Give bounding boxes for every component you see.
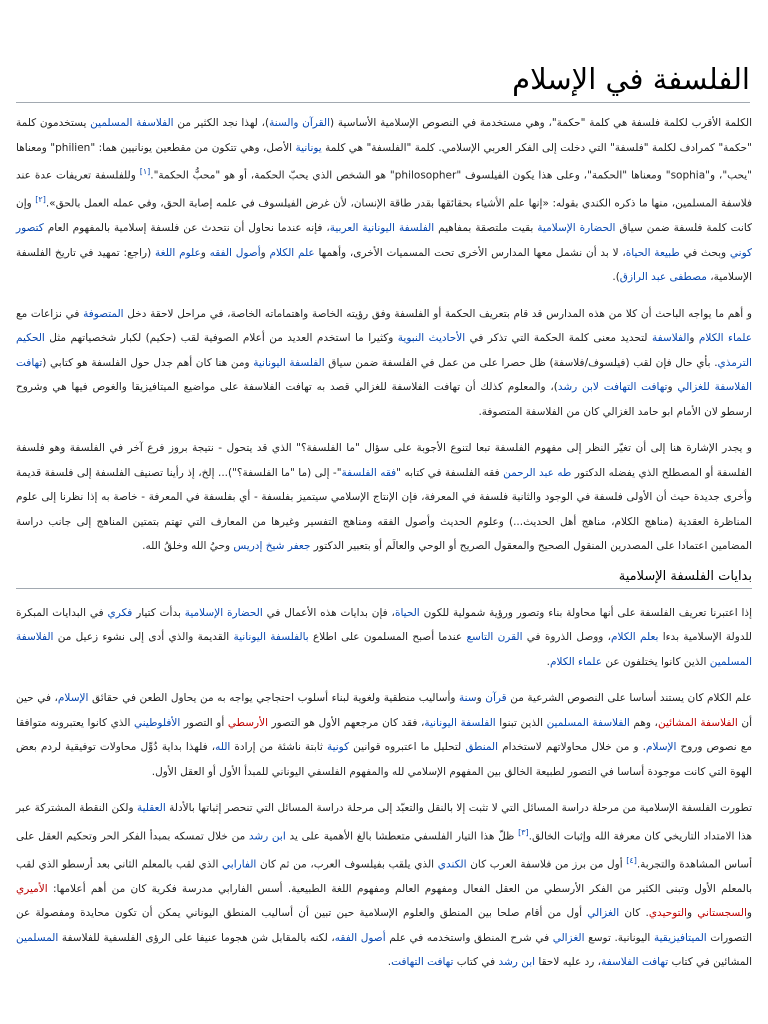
text-run: و [689, 332, 699, 344]
wiki-link[interactable]: ابن رشد [248, 830, 286, 842]
wiki-link[interactable]: الغزالي [552, 931, 585, 944]
wiki-link[interactable]: تهافت التهافت [391, 956, 454, 968]
text-run: وللفلسفة تعريفات عدة عند فلاسفة المسلمين، منها ما ذكره الكندي بقوله: «إنها علم الأشياء بحقائقها بقدر طاقة الإنسان، لأن غرض الفيلسوف في علمه إصابة الحق، وفي عمله العمل بالحق». [16, 169, 752, 210]
wiki-link[interactable]: الميتافيزيقية [653, 931, 707, 944]
text-run: و [746, 907, 752, 919]
text-run: ، لكنه بالمقابل شن هجوما عنيفا على الرؤى الفلسفية للفلاسفة [58, 931, 335, 944]
text-run: . و من خلال محاولاتهم لاستخدام [498, 741, 646, 753]
text-run: ظلّ هذا التيار الفلسفي متعطشا بالغ الأهمية على يد [285, 830, 519, 842]
redlink[interactable]: الأميري [16, 882, 48, 895]
text-run: الذي كانوا يعتبرونه متوافقا مع نصوص وروح [16, 716, 752, 753]
text-run: ، فإنه عندما نحاول أن نتحدث عن فلسفة إسلامية بالمفهوم العام [43, 222, 330, 234]
wiki-link[interactable]: الفلسفة اليونانية العربية [329, 222, 435, 234]
wiki-link[interactable]: أصول الفقه [209, 246, 261, 259]
text-run: ، فقد كان مرجعهم الأول هو التصور [267, 716, 425, 729]
text-run: الذي يلقب بفيلسوف العرب، من ثم كان [256, 858, 438, 870]
text-run: الذين تبنوا [495, 716, 547, 729]
text-run: أو التصور [180, 716, 228, 729]
wiki-link[interactable]: الحضارة الإسلامية [184, 606, 263, 619]
text-run: و يجدر الإشارة هنا إلى أن تغيّر النظر إلى مفهوم الفلسفة تبعا لتنوع الأجوبة على سؤال "ما الفلسفة؟" الذي قد يتحول - نتيجة بروز فرع آخر في الفلسفة وهو فلسفة الفلسفة أو المصطلح الذي يفضله الدكتور [16, 442, 752, 479]
wiki-link[interactable]: القرن التاسع [466, 631, 523, 643]
wiki-link[interactable]: الأحاديث النبوية [397, 332, 466, 344]
text-run: و [686, 907, 698, 919]
wiki-link[interactable]: الفلسفة اليونانية [253, 356, 325, 369]
text-run: وحيُ الله وخلقُ الله. [142, 540, 234, 552]
text-run: ). [612, 271, 620, 283]
text-run: . [387, 956, 392, 968]
wiki-link[interactable]: فكري [107, 606, 133, 619]
text-run: . [546, 655, 551, 668]
wiki-link[interactable]: علماء الكلام [550, 655, 602, 668]
text-run: ثابتة ناشئة من إرادة [230, 741, 327, 753]
text-run: ولكن النقطة المشتركة عبر هذا الامتداد التاريخي كان معرفة الله وإثبات الخالق. [16, 802, 753, 842]
text-run: القديمة والذي أدى إلى نشوء زعيل من [53, 631, 234, 643]
wiki-link[interactable]: تهافت التهافت لابن رشد [557, 381, 668, 393]
wiki-link[interactable]: ابن رشد [498, 956, 536, 968]
redlink[interactable]: التوحيدي [648, 907, 687, 919]
text-run: وبحث في [679, 246, 730, 259]
wiki-link[interactable]: الفلاسفة المسلمين [546, 716, 630, 729]
text-run: علم الكلام كان يستند أساسا على النصوص الشرعية من [506, 692, 752, 704]
text-run: في كتاب [453, 956, 499, 968]
redlink[interactable]: الفلاسفة المشائين [657, 716, 738, 729]
wiki-link[interactable]: الفلسفة اليونانية [424, 716, 496, 729]
text-run: وإن كانت كلمة فلسفة ضمن سياق [16, 197, 753, 234]
wiki-link[interactable]: المنطق [465, 741, 499, 753]
wiki-link[interactable]: الإسلام [57, 692, 89, 704]
text-run: ومن هنا كان أهم جدل حول الفلسفة هو كتابي ( [42, 356, 254, 369]
text-run: إذا اعتبرنا تعريف الفلسفة على أنها محاولة بناء وتصور ورؤية شمولية للكون [419, 606, 753, 619]
text-run: الذي لقب بالمعلم الثاني بعد أرسطو الذي لقب بالمعلم الأول وتبنى الكثير من الفكر الأرسطي من العقل الفعال ومفهوم العالم ومفهوم اللغة الطبيعية. أسس الفارابي مدرسة فكرية كان من أهم أعلامها: [16, 858, 752, 895]
text-run: و أهم ما يواجه الباحث أن كلا من هذه المدارس قد قام بتعريف الحكمة أو الفلسفة وفق رؤيته الخاصة واهتماماته الخاصة، في مراحل لاحقة دخل [123, 307, 752, 320]
text-run: . بأي حال فإن لقب (فيلسوف/فلاسفة) ظل حصرا على من عمل في الفلسفة ضمن سياق [324, 356, 718, 369]
wiki-link[interactable]: يونانية [295, 141, 322, 154]
text-run: في شرح المنطق واستخدمه في علم [385, 931, 553, 944]
text-run: لتحليل ما اعتبروه قوانين [349, 741, 466, 753]
reference-marker[interactable]: [٤] [626, 855, 637, 865]
text-run: ، فإن بدايات هذه الأعمال في [262, 606, 395, 619]
text-run: ، فلهذا بداية دُوِّل محاولات توفيقية لردم بعض الهوة التي كانت موجودة أساسا في التصور لطبيعة الخالق بين المفهوم الإسلامي لله والمفهوم الفلسفي اليوناني للمبدأ الأول أو العقل الأول. [16, 741, 752, 778]
text-run: يستخدمون كلمة "حكمة" كمرادف لكلمة "فلسفة" التي دخلت إلى الفكر العربي الإسلامي. كلمة "الفلسفة" هي كلمة [16, 117, 752, 154]
wiki-link[interactable]: الكندي [437, 858, 467, 870]
wiki-link[interactable]: فقه الفلسفة [341, 466, 397, 479]
text-run: ، وهم [629, 716, 658, 729]
paragraph-schools [16, 302, 752, 425]
wiki-link[interactable]: علماء الكلام [698, 332, 752, 344]
wiki-link[interactable]: العقلية [136, 802, 166, 814]
text-run: (راجع: تمهيد في تاريخ الفلسفة الإسلامية، [16, 246, 752, 283]
wiki-link[interactable]: الله [215, 741, 231, 753]
wiki-link[interactable]: تهافت الفلاسفة [601, 956, 669, 968]
text-run: في البدايات المبكرة للدولة الإسلامية بدءا [16, 606, 753, 643]
text-run: بقيت ملتصقة بمفاهيم [434, 222, 538, 234]
text-run: )، لهذا نجد الكثير من [173, 117, 270, 129]
section-heading: بدايات الفلسفة الإسلامية [16, 569, 752, 589]
paragraph-philosophy-of-philosophy [16, 436, 752, 559]
page-title: الفلسفة في الإسلام [16, 62, 750, 103]
text-run: في نزاعات مع [16, 307, 84, 320]
text-run: الذين كانوا يختلفون عن [601, 655, 710, 668]
paragraph-kalam [16, 686, 752, 784]
wiki-link[interactable]: طبيعة الحياة [625, 246, 680, 259]
text-run: ، لا بد أن نشمل معها المدارس الأخرى تحت المسميات الأخرى، وأهمها [314, 246, 626, 259]
text-run: . كان [619, 907, 649, 919]
text-run: الكلمة الأقرب لكلمة فلسفة هي كلمة "حكمة"، وهي مستخدمة في النصوص الإسلامية الأساسية ( [330, 117, 753, 129]
redlink[interactable]: السجستاني [697, 907, 747, 919]
text-run: اليونانية. توسع [584, 931, 654, 944]
paragraph-beginnings [16, 601, 752, 675]
wiki-link[interactable]: الحياة [394, 606, 420, 619]
wiki-link[interactable]: مصطفى عبد الرازق [619, 271, 707, 283]
text-run: و [476, 692, 486, 704]
wiki-link[interactable]: المسلمين [16, 931, 59, 944]
paragraph-intro [16, 111, 752, 290]
wiki-link[interactable]: تهافت الفلاسفة للغزالي [16, 356, 752, 393]
wiki-link[interactable]: علوم اللغة [155, 246, 201, 259]
wiki-link[interactable]: القرآن والسنة [269, 117, 331, 129]
wiki-link[interactable]: الإسلام [645, 741, 677, 753]
text-run: عندما أصبح المسلمون على اطلاع [308, 631, 467, 643]
wiki-link[interactable]: سنة [459, 692, 477, 704]
reference-marker[interactable]: [٢] [35, 195, 46, 204]
wiki-link[interactable]: الغزالي [587, 907, 620, 919]
text-run: فقه الفلسفة في كتابه " [396, 466, 504, 479]
text-run: أول من أقام صلحا بين المنطق والعلوم الإسلامية حين تبين أن أساليب المنطق اليوناني يمكن أن تكون محايدة ومفصولة عن التصورات [16, 907, 752, 944]
wiki-link[interactable]: بالفلسفة اليونانية [233, 631, 309, 643]
text-run: "- إلى (ما "ما الفلسفة؟")... إلخ، إذ رأينا تصنيف الفلسفة إلى فلسفة قديمة وأخرى جديدة حيث أن الأولى فلسفة في الوجود والثانية فلسفة في المعرفة، فإن الإنتاج الإسلامي سيتميز بفلسفة - أي بفلسفة في المعرفة - خاصة به إذا نظرنا إلى علوم المناظرة العقدية (مناهج الكلام، مناهج أهل الحديث...) وعلوم الحديث وأصول الفقه ومناهج التفسير وغيرها من المعارف التي تهتم بتمتين المناهج إلى جانب دراسة المضامين اعتمادا على المصدرين المنقول الصحيح والمعقول الصريح أو الوحي والعالَم أو بتعبير الدكتور [16, 466, 752, 552]
wiki-link[interactable]: الفارابي [222, 858, 257, 870]
text-run: و [200, 246, 210, 259]
reference-marker[interactable]: [١] [139, 167, 151, 176]
wiki-link[interactable]: الأفلوطيني [133, 716, 181, 729]
text-run: و [667, 381, 678, 393]
wiki-link[interactable]: كتصور كوني [16, 222, 753, 259]
wiki-link[interactable]: الحكيم الترمذي [16, 332, 752, 369]
wiki-link[interactable]: جعفر شيخ إدريس [233, 540, 311, 552]
text-run: ، ووصل الذروة في [522, 631, 612, 643]
text-run: وأساليب منطقية ولغوية لبناء أسلوب احتجاجي يواجه به من يحاول الطعن في حقائق [88, 692, 459, 704]
text-run: ، رد عليه لاحقا [535, 956, 602, 968]
reference-marker[interactable]: [٣] [518, 827, 529, 837]
text-run: و [260, 246, 270, 259]
text-run: المشائين في كتاب [668, 956, 752, 968]
wiki-link[interactable]: علم الكلام [269, 246, 315, 259]
text-run: أول من برز من فلاسفة العرب كان [466, 858, 627, 870]
wiki-link[interactable]: الحضارة الإسلامية [537, 222, 616, 234]
wiki-link[interactable]: كونية [326, 741, 350, 753]
wiki-link[interactable]: قرآن [485, 692, 507, 704]
text-run: الأصل، وهي تتكون من مقطعين يونانيين هما: "philien" ومعناها "يحب"، و"sophia" ومعناها "الحكمة"، وعلى هذا يكون الفيلسوف "philosopher" هو الشخص الذي يحبّ الحكمة، أو هو "محبُّ الحكمة". [16, 141, 752, 182]
wiki-link[interactable]: الفلاسفة المسلمين [16, 631, 752, 668]
text-run: من خلال تمسكه بمبدأ الفكر الحر وتحكيم العقل على أساس المشاهدة والتجربة. [16, 830, 753, 870]
text-run: بدأت كتيار [132, 606, 185, 619]
redlink[interactable]: الأرسطي [227, 716, 268, 729]
wiki-link[interactable]: الفلاسفة المسلمين [90, 117, 174, 129]
wiki-link[interactable]: المتصوفة [83, 307, 124, 320]
paragraph-development [16, 796, 752, 975]
text-run: )، والمعلوم كذلك أن تهافت الفلاسفة للغزالي قصد به تهافت الفلاسفة على مواضيع الميتافيزيقا والغوص فيها هي وشروح ارسطو لان الأمام ابو حامد الغزالي كان من الفلاسفة المتصوفة. [16, 381, 752, 418]
wiki-link[interactable]: بعلم الكلام [611, 631, 659, 643]
text-run: ، في حين أن [16, 692, 752, 729]
wiki-link[interactable]: الفلاسفة [651, 332, 690, 344]
text-run: وكثيرا ما استخدم العديد من أعلام الصوفية لقب (حكيم) لكبار شخصياتهم مثل [44, 332, 398, 344]
text-run: لتحديد معنى كلمة الحكمة التي تذكر في [465, 332, 652, 344]
wiki-link[interactable]: طه عبد الرحمن [503, 466, 572, 479]
text-run: تطورت الفلسفة الإسلامية من مرحلة دراسة المسائل التي لا تثبت إلا بالنقل والتعبّد إلى مرحلة دراسة المسائل التي تنحصر إثباتها بالأدلة [165, 802, 753, 814]
wiki-link[interactable]: أصول الفقه [334, 931, 386, 944]
